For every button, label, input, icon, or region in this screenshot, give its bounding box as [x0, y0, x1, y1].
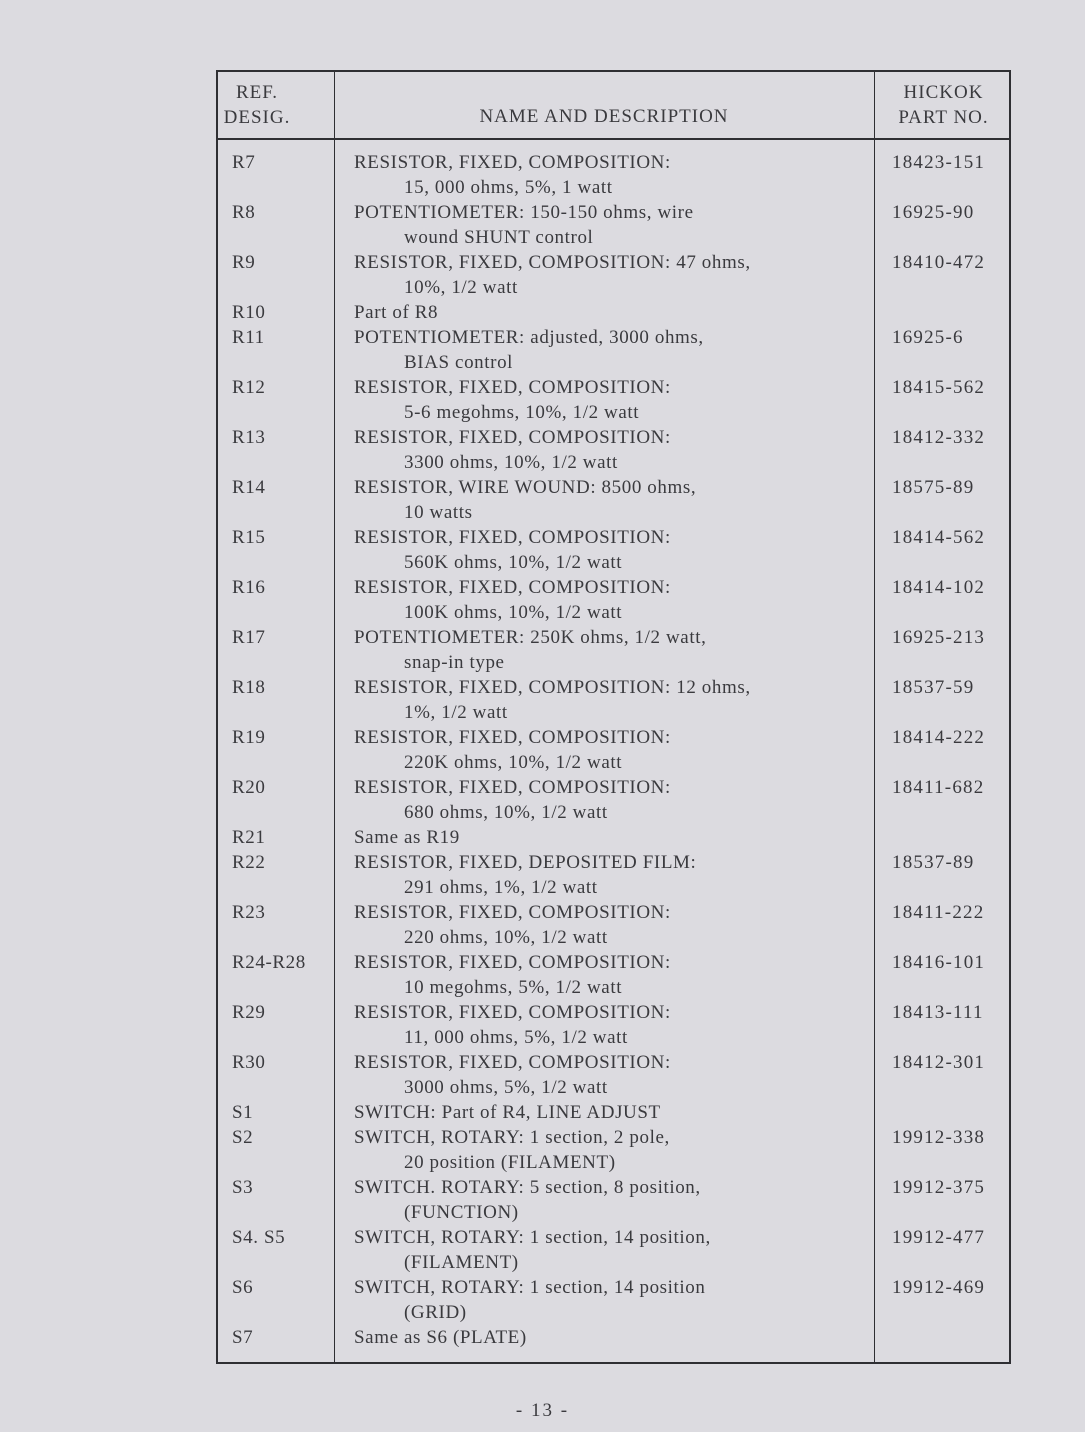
table-row [218, 200, 1013, 250]
description-line2: 100K ohms, 10%, 1/2 watt [404, 602, 623, 623]
part-number-cell: 16925-213 [892, 627, 986, 648]
part-number-cell: 18411-222 [892, 902, 985, 923]
part-number-cell: 18537-89 [892, 852, 975, 873]
description-line2: 10 watts [404, 502, 473, 523]
ref-desig-cell: R11 [232, 327, 265, 348]
ref-desig-cell: R16 [232, 577, 266, 598]
table-row [218, 525, 1013, 575]
ref-desig-cell: R15 [232, 527, 266, 548]
description-line1: RESISTOR, FIXED, COMPOSITION: [354, 427, 671, 448]
part-number-cell: 18537-59 [892, 677, 975, 698]
ref-desig-cell: R7 [232, 152, 256, 173]
description-line2: (FUNCTION) [404, 1202, 519, 1223]
ref-desig-cell: S4. S5 [232, 1227, 286, 1248]
description-line1: Part of R8 [354, 302, 439, 323]
table-row [218, 1225, 1013, 1275]
description-line2: 291 ohms, 1%, 1/2 watt [404, 877, 598, 898]
table-row [218, 325, 1013, 375]
ref-desig-cell: R20 [232, 777, 266, 798]
ref-desig-cell: R30 [232, 1052, 266, 1073]
part-number-cell: 18410-472 [892, 252, 986, 273]
ref-desig-cell: R24-R28 [232, 952, 306, 973]
description-cell [354, 200, 694, 250]
description-cell [354, 300, 438, 325]
description-line1: RESISTOR, FIXED, COMPOSITION: [354, 777, 671, 798]
ref-desig-cell: R12 [232, 377, 266, 398]
ref-desig-cell: R17 [232, 627, 266, 648]
description-line2: 3000 ohms, 5%, 1/2 watt [404, 1077, 608, 1098]
description-line1: RESISTOR, FIXED, COMPOSITION: [354, 1002, 671, 1023]
table-row [218, 1100, 1013, 1125]
description-line1: POTENTIOMETER: 150-150 ohms, wire [354, 202, 694, 223]
ref-desig-cell: R29 [232, 1002, 266, 1023]
description-cell [354, 1275, 706, 1325]
table-row [218, 1125, 1013, 1175]
description-line1: RESISTOR, FIXED, COMPOSITION: [354, 377, 671, 398]
part-number-cell: 18423-151 [892, 152, 986, 173]
part-number-cell: 18415-562 [892, 377, 986, 398]
description-line1: RESISTOR, FIXED, COMPOSITION: [354, 577, 671, 598]
ref-desig-cell: R18 [232, 677, 266, 698]
table-row [218, 825, 1013, 850]
description-line1: SWITCH, ROTARY: 1 section, 2 pole, [354, 1127, 670, 1148]
description-cell [354, 900, 671, 950]
ref-desig-cell: S1 [232, 1102, 254, 1123]
table-row [218, 250, 1013, 300]
part-number-cell: 19912-338 [892, 1127, 986, 1148]
description-line2: 15, 000 ohms, 5%, 1 watt [404, 177, 613, 198]
description-cell [354, 250, 751, 300]
ref-desig-cell: R8 [232, 202, 256, 223]
description-line1: SWITCH, ROTARY: 1 section, 14 position [354, 1277, 706, 1298]
header-name-description: NAME AND DESCRIPTION [479, 106, 729, 127]
description-line1: RESISTOR, FIXED, COMPOSITION: [354, 952, 671, 973]
description-cell [354, 950, 671, 1000]
description-line1: RESISTOR, FIXED, COMPOSITION: [354, 1052, 671, 1073]
part-number-cell: 16925-6 [892, 327, 964, 348]
header-ref-line2: DESIG. [223, 107, 291, 128]
description-line2: (GRID) [404, 1302, 467, 1323]
description-line2: 10%, 1/2 watt [404, 277, 518, 298]
ref-desig-cell: S3 [232, 1177, 254, 1198]
description-line2: snap-in type [404, 652, 505, 673]
ref-desig-cell: R19 [232, 727, 266, 748]
ref-desig-cell: S6 [232, 1277, 254, 1298]
description-line1: RESISTOR, FIXED, COMPOSITION: [354, 727, 671, 748]
description-cell [354, 475, 696, 525]
description-cell [354, 1100, 661, 1125]
description-line2: (FILAMENT) [404, 1252, 519, 1273]
table-row [218, 625, 1013, 675]
description-cell [354, 1175, 701, 1225]
table-row [218, 1325, 1013, 1350]
description-cell [354, 150, 671, 200]
description-line1: RESISTOR, FIXED, COMPOSITION: [354, 152, 671, 173]
table-row [218, 775, 1013, 825]
description-cell [354, 325, 704, 375]
description-line1: Same as R19 [354, 827, 460, 848]
table-row [218, 725, 1013, 775]
description-line1: SWITCH: Part of R4, LINE ADJUST [354, 1102, 661, 1123]
ref-desig-cell: R21 [232, 827, 266, 848]
part-number-cell: 18416-101 [892, 952, 986, 973]
part-number-cell: 19912-477 [892, 1227, 986, 1248]
header-ref-line1: REF. [235, 82, 279, 103]
table-row [218, 575, 1013, 625]
description-cell [354, 725, 671, 775]
table-row [218, 850, 1013, 900]
description-cell [354, 775, 671, 825]
header-part-line2: PART NO. [898, 107, 989, 128]
description-line2: 3300 ohms, 10%, 1/2 watt [404, 452, 618, 473]
description-line2: 680 ohms, 10%, 1/2 watt [404, 802, 608, 823]
table-row [218, 425, 1013, 475]
description-line1: RESISTOR, FIXED, COMPOSITION: [354, 902, 671, 923]
header-part-line1: HICKOK [903, 82, 984, 103]
description-line2: 10 megohms, 5%, 1/2 watt [404, 977, 623, 998]
ref-desig-cell: R9 [232, 252, 256, 273]
description-cell [354, 1050, 671, 1100]
description-cell [354, 425, 671, 475]
ref-desig-cell: S2 [232, 1127, 254, 1148]
parts-list-table [216, 70, 1011, 1364]
description-cell [354, 1000, 671, 1050]
description-line1: RESISTOR, FIXED, DEPOSITED FILM: [354, 852, 697, 873]
description-line1: RESISTOR, WIRE WOUND: 8500 ohms, [354, 477, 697, 498]
description-line2: 220 ohms, 10%, 1/2 watt [404, 927, 608, 948]
description-cell [354, 850, 696, 900]
description-cell [354, 1225, 711, 1275]
part-number-cell: 18411-682 [892, 777, 985, 798]
description-line2: 11, 000 ohms, 5%, 1/2 watt [404, 1027, 628, 1048]
description-line2: 1%, 1/2 watt [404, 702, 508, 723]
table-row [218, 300, 1013, 325]
description-line1: SWITCH, ROTARY: 1 section, 14 position, [354, 1227, 711, 1248]
description-cell [354, 525, 671, 575]
table-row [218, 900, 1013, 950]
part-number-cell: 18414-562 [892, 527, 986, 548]
part-number-cell: 18412-301 [892, 1052, 986, 1073]
description-line2: wound SHUNT control [404, 227, 594, 248]
part-number-cell: 18575-89 [892, 477, 975, 498]
part-number-cell: 18414-222 [892, 727, 986, 748]
part-number-cell: 19912-469 [892, 1277, 986, 1298]
header-divider [218, 138, 1009, 140]
table-row [218, 950, 1013, 1000]
table-row [218, 1275, 1013, 1325]
part-number-cell: 18413-111 [892, 1002, 984, 1023]
header-part-no [874, 80, 1013, 130]
table-row [218, 1050, 1013, 1100]
description-cell [354, 1125, 670, 1175]
part-number-cell: 16925-90 [892, 202, 975, 223]
table-row [218, 675, 1013, 725]
part-number-cell: 18414-102 [892, 577, 986, 598]
table-row [218, 475, 1013, 525]
table-row [218, 375, 1013, 425]
description-line1: RESISTOR, FIXED, COMPOSITION: 12 ohms, [354, 677, 751, 698]
part-number-cell: 19912-375 [892, 1177, 986, 1198]
description-line1: RESISTOR, FIXED, COMPOSITION: 47 ohms, [354, 252, 751, 273]
table-row [218, 1175, 1013, 1225]
description-line2: 20 position (FILAMENT) [404, 1152, 616, 1173]
description-line1: POTENTIOMETER: adjusted, 3000 ohms, [354, 327, 704, 348]
description-line1: RESISTOR, FIXED, COMPOSITION: [354, 527, 671, 548]
ref-desig-cell: R22 [232, 852, 266, 873]
ref-desig-cell: R13 [232, 427, 266, 448]
description-line2: 220K ohms, 10%, 1/2 watt [404, 752, 623, 773]
description-cell [354, 375, 671, 425]
ref-desig-cell: R23 [232, 902, 266, 923]
description-line2: 5-6 megohms, 10%, 1/2 watt [404, 402, 640, 423]
description-cell [354, 1325, 527, 1350]
description-cell [354, 575, 671, 625]
table-row [218, 1000, 1013, 1050]
ref-desig-cell: R10 [232, 302, 266, 323]
description-cell [354, 675, 751, 725]
description-line2: BIAS control [404, 352, 514, 373]
description-line1: Same as S6 (PLATE) [354, 1327, 527, 1348]
description-cell [354, 825, 460, 850]
part-number-cell: 18412-332 [892, 427, 986, 448]
ref-desig-cell: S7 [232, 1327, 254, 1348]
page-number: - 13 - [515, 1400, 570, 1421]
description-line1: POTENTIOMETER: 250K ohms, 1/2 watt, [354, 627, 707, 648]
header-ref-desig [218, 80, 296, 130]
description-cell [354, 625, 706, 675]
table-row [218, 150, 1013, 200]
ref-desig-cell: R14 [232, 477, 266, 498]
description-line2: 560K ohms, 10%, 1/2 watt [404, 552, 623, 573]
table-body [218, 150, 1013, 1350]
description-line1: SWITCH. ROTARY: 5 section, 8 position, [354, 1177, 701, 1198]
